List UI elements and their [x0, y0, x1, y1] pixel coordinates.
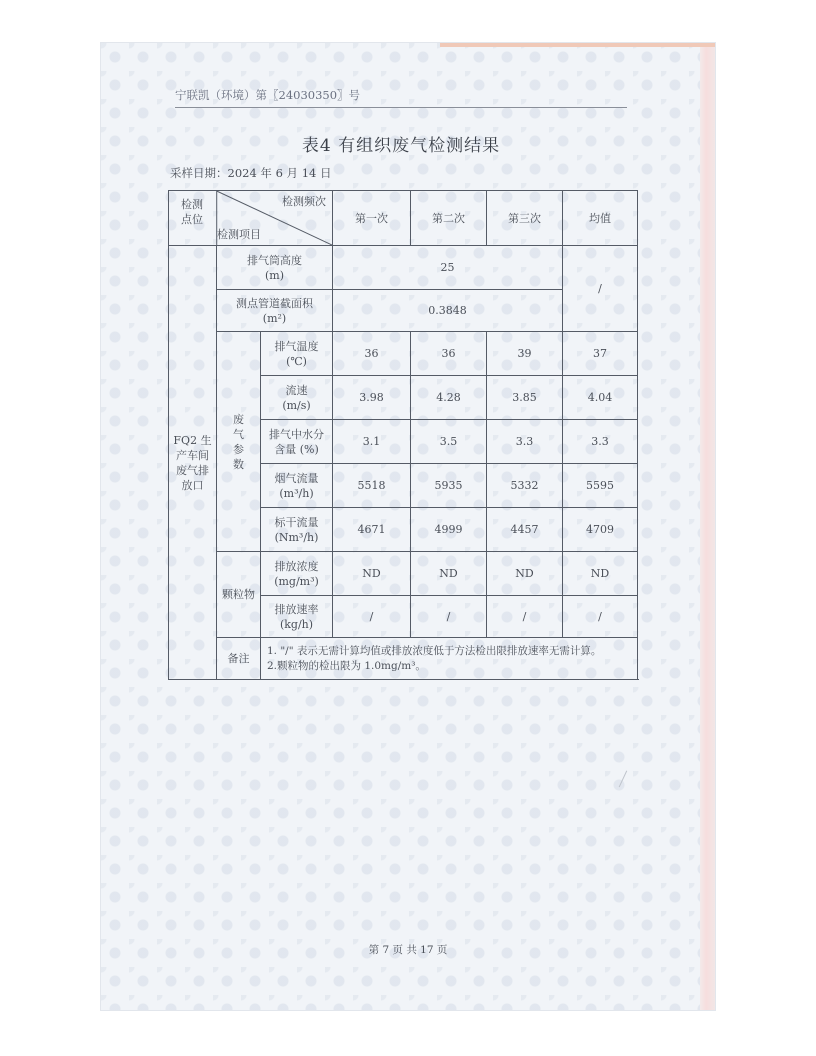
stack-height-label: 排气筒高度 (m) [217, 246, 333, 290]
cell-value: 5518 [333, 464, 411, 508]
stack-mean-value: / [563, 246, 638, 332]
binding-edge-top [440, 43, 715, 47]
col-header-4: 均值 [563, 191, 638, 246]
row-label: 流速 (m/s) [261, 376, 333, 420]
corner-item-label: 检测项目 [217, 228, 261, 241]
table-title: 表4 有组织废气检测结果 [301, 136, 501, 156]
row-label: 标干流量 (Nm³/h) [261, 508, 333, 552]
table-corner-header [169, 191, 333, 246]
duct-area-value: 0.3848 [333, 290, 563, 332]
cell-value: 5935 [411, 464, 487, 508]
col-header-2: 第二次 [411, 191, 487, 246]
cell-value: 5595 [563, 464, 638, 508]
cell-value: 4999 [411, 508, 487, 552]
row-label: 排放浓度 (mg/m³) [261, 552, 333, 596]
row-label: 排放速率 (kg/h) [261, 596, 333, 638]
cell-value: 3.85 [487, 376, 563, 420]
remark-line: 1. "/" 表示无需计算均值或排放浓度低于方法检出限排放速率无需计算。 [267, 644, 602, 657]
cell-value: 4671 [333, 508, 411, 552]
binding-edge [700, 43, 715, 1010]
cell-value: 37 [563, 332, 638, 376]
cell-value: 36 [333, 332, 411, 376]
corner-location-label: 检测 点位 [181, 198, 203, 226]
header-divider [175, 107, 627, 108]
row-label: 排气中水分 含量 (%) [261, 420, 333, 464]
cell-value: / [487, 596, 563, 638]
duct-area-label: 测点管道截面积 (m²) [217, 290, 333, 332]
cell-value: ND [411, 552, 487, 596]
cell-value: ND [333, 552, 411, 596]
cell-value: / [411, 596, 487, 638]
particulate-group: 颗粒物 [217, 552, 261, 638]
cell-value: / [563, 596, 638, 638]
cell-value: 3.3 [563, 420, 638, 464]
cell-value: 5332 [487, 464, 563, 508]
cell-value: ND [563, 552, 638, 596]
col-header-1: 第一次 [333, 191, 411, 246]
cell-value: 3.1 [333, 420, 411, 464]
remarks-label: 备注 [217, 638, 261, 680]
cell-value: 4457 [487, 508, 563, 552]
cell-value: 39 [487, 332, 563, 376]
gas-params-group: 废 气 参 数 [217, 332, 261, 552]
cell-value: 36 [411, 332, 487, 376]
exhaust-gas-results-table [168, 190, 638, 680]
cell-value: ND [487, 552, 563, 596]
cell-value: 4.28 [411, 376, 487, 420]
remark-line: 2.颗粒物的检出限为 1.0mg/m³。 [267, 659, 426, 672]
page-number: 第 7 页 共 17 页 [368, 944, 448, 956]
cell-value: 3.5 [411, 420, 487, 464]
corner-frequency-label: 检测频次 [282, 195, 327, 208]
cell-value: 4709 [563, 508, 638, 552]
cell-value: 4.04 [563, 376, 638, 420]
col-header-3: 第三次 [487, 191, 563, 246]
stack-height-value: 25 [333, 246, 563, 290]
report-reference: 宁联凯（环境）第〖24030350〗号 [175, 88, 361, 102]
cell-value: / [333, 596, 411, 638]
remarks [261, 638, 638, 680]
sampling-location: FQ2 生 产车间 废气排 放口 [169, 246, 217, 680]
cell-value: 3.98 [333, 376, 411, 420]
row-label: 排气温度 (℃) [261, 332, 333, 376]
sampling-date: 采样日期：2024 年 6 月 14 日 [170, 166, 332, 180]
row-label: 烟气流量 (m³/h) [261, 464, 333, 508]
cell-value: 3.3 [487, 420, 563, 464]
